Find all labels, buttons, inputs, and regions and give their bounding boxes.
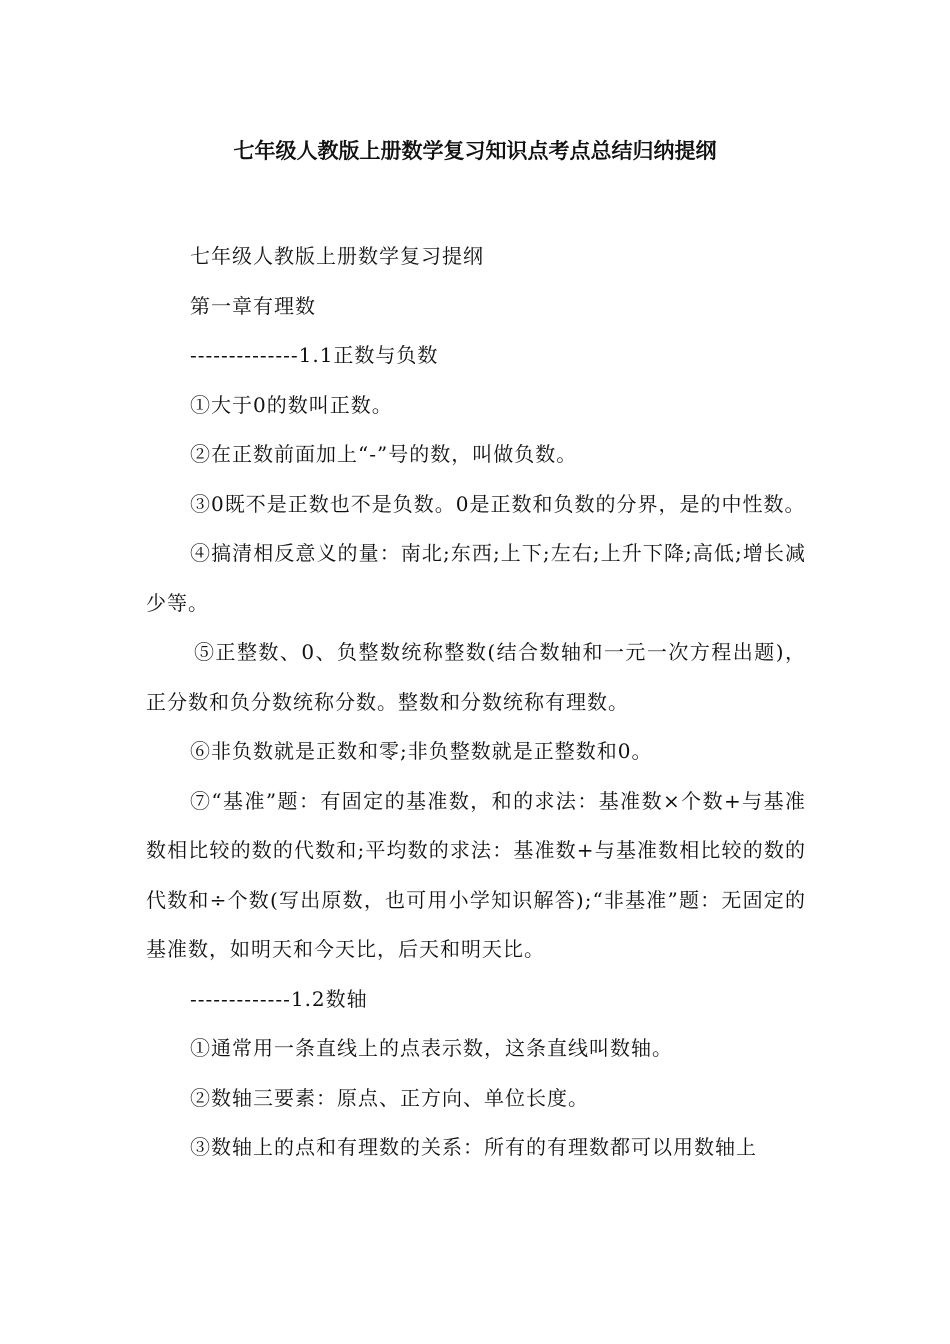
paragraph-item: ①通常用一条直线上的点表示数，这条直线叫数轴。 [190,1036,673,1060]
document-body [146,232,806,1173]
paragraph-item: ④搞清相反意义的量：南北;东西;上下;左右;上升下降;高低;增长减少等。 [146,541,806,615]
paragraph-item: ②在正数前面加上“-”号的数，叫做负数。 [190,442,578,466]
paragraph-item: ⑦“基准”题：有固定的基准数，和的求法：基准数×个数+与基准数相比较的数的代数和;平均数的求法：基准数+与基准数相比较的数的代数和÷个数(写出原数，也可用小学知识解答);“非基准”题：无固定的基准数，如明天和今天比，后天和明天比。 [146,788,806,961]
paragraph-subtitle: 七年级人教版上册数学复习提纲 [190,244,484,268]
paragraph-item: ①大于0的数叫正数。 [190,392,393,417]
paragraph-item: ③数轴上的点和有理数的关系：所有的有理数都可以用数轴上 [190,1135,757,1159]
paragraph-item: ⑤正整数、0、负整数统称整数(结合数轴和一元一次方程出题)，正分数和负分数统称分数。整数和分数统称有理数。 [146,640,806,714]
document-title: 七年级人教版上册数学复习知识点考点总结归纳提纲 [233,139,717,163]
paragraph-item: ②数轴三要素：原点、正方向、单位长度。 [190,1085,589,1110]
paragraph-item: ⑥非负数就是正数和零;非负整数就是正整数和0。 [190,739,653,763]
paragraph-section-1-2: -------------1.2数轴 [190,986,368,1011]
paragraph-item: ③0既不是正数也不是负数。0是正数和负数的分界，是的中性数。 [190,491,806,516]
paragraph-section-1-1: --------------1.1正数与负数 [190,343,439,367]
paragraph-chapter-heading: 第一章有理数 [190,293,316,318]
